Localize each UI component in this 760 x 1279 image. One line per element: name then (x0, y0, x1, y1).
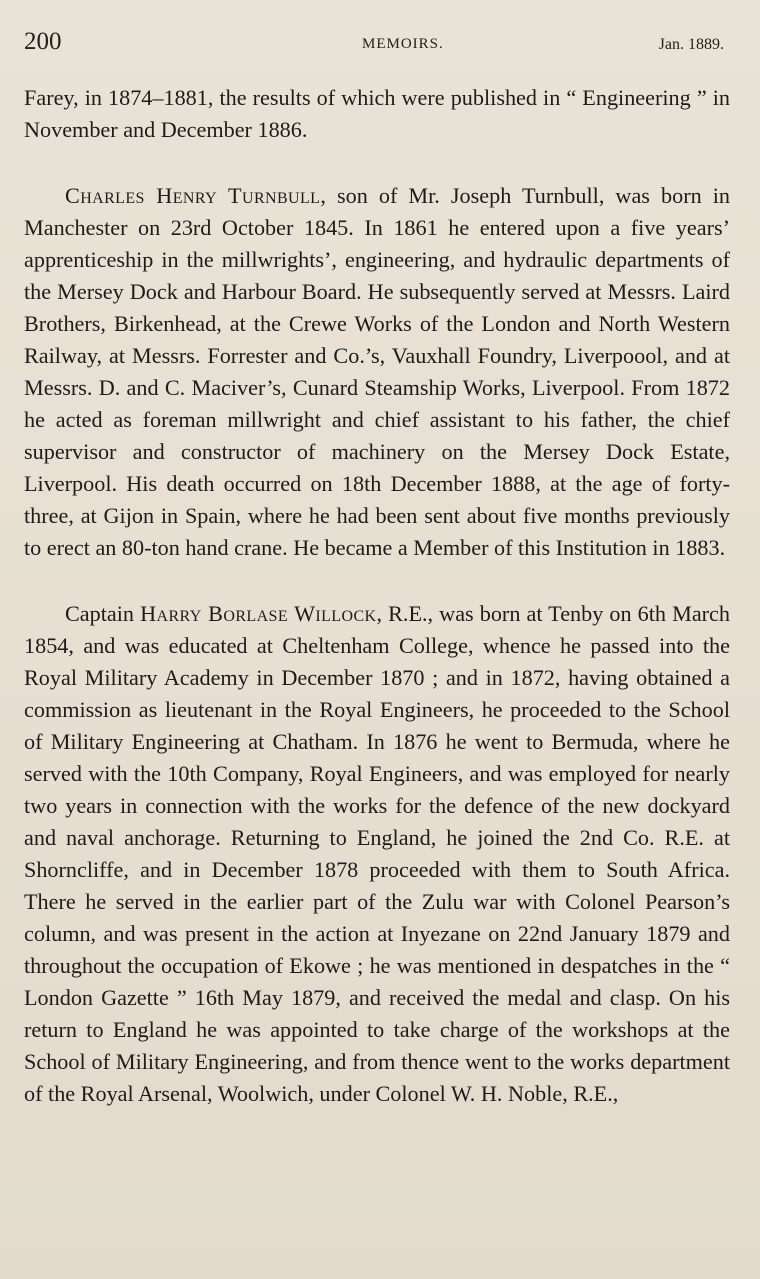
memoir-text-turnbull: , son of Mr. Joseph Turnbull, was born in Manchester on 23rd October 1845. In 1861 he entered upon a five years’ apprenticeship in the millwrights’, engineering, and hydraulic departments of the Mersey Dock and Harbour Board. He subsequently served at Messrs. Laird Brothers, Birkenhead, at the Crewe Works of the London and North Western Railway, at Messrs. Forrester and Co.’s, Vauxhall Foundry, Liverpoool, and at Messrs. D. and C. Maciver’s, Cunard Steamship Works, Liverpool. From 1872 he acted as foreman millwright and chief assistant to his father, the chief supervisor and constructor of machinery on the Mersey Dock Estate, Liverpool. His death occurred on 18th December 1888, at the age of forty-three, at Gijon in Spain, where he had been sent about five months previously to erect an 80-ton hand crane. He became a Member of this Institution in 1883. (24, 183, 730, 560)
page-header (24, 28, 730, 64)
page-body (24, 82, 730, 1110)
running-head: MEMOIRS. (362, 36, 444, 52)
memoir-name-turnbull: Charles Henry Turnbull (65, 183, 321, 208)
page-number: 200 (24, 28, 62, 55)
header-date: Jan. 1889. (658, 36, 724, 53)
memoir-name-willock: Harry Borlase Willock (140, 601, 377, 626)
paragraph-turnbull-memoir (24, 180, 730, 564)
memoir-text-willock: , R.E., was born at Tenby on 6th March 1854, and was educated at Cheltenham College, whence he passed into the Royal Military Academy in December 1870 ; and in 1872, having obtained a commission as lieutenant in the Royal Engineers, he proceeded to the School of Military Engineering at Chatham. In 1876 he went to Bermuda, where he served with the 10th Company, Royal Engineers, and was employed for nearly two years in connection with the works for the defence of the new dockyard and naval anchorage. Returning to England, he joined the 2nd Co. R.E. at Shorncliffe, and in December 1878 proceeded with them to South Africa. There he served in the earlier part of the Zulu war with Colonel Pearson’s column, and was present in the action at Inyezane on 22nd January 1879 and throughout the occupation of Ekowe ; he was mentioned in despatches in the “ London Gazette ” 16th May 1879, and received the medal and clasp. On his return to England he was appointed to take charge of the workshops at the School of Military Engineering, and from thence went to the works department of the Royal Arsenal, Woolwich, under Colonel W. H. Noble, R.E., (24, 601, 730, 1106)
memoir-prefix-willock: Captain (65, 601, 141, 626)
paragraph-farey-continuation: Farey, in 1874–1881, the results of which were published in “ Engineering ” in November and December 1886. (24, 85, 730, 142)
paragraph-willock-memoir (24, 598, 730, 1110)
